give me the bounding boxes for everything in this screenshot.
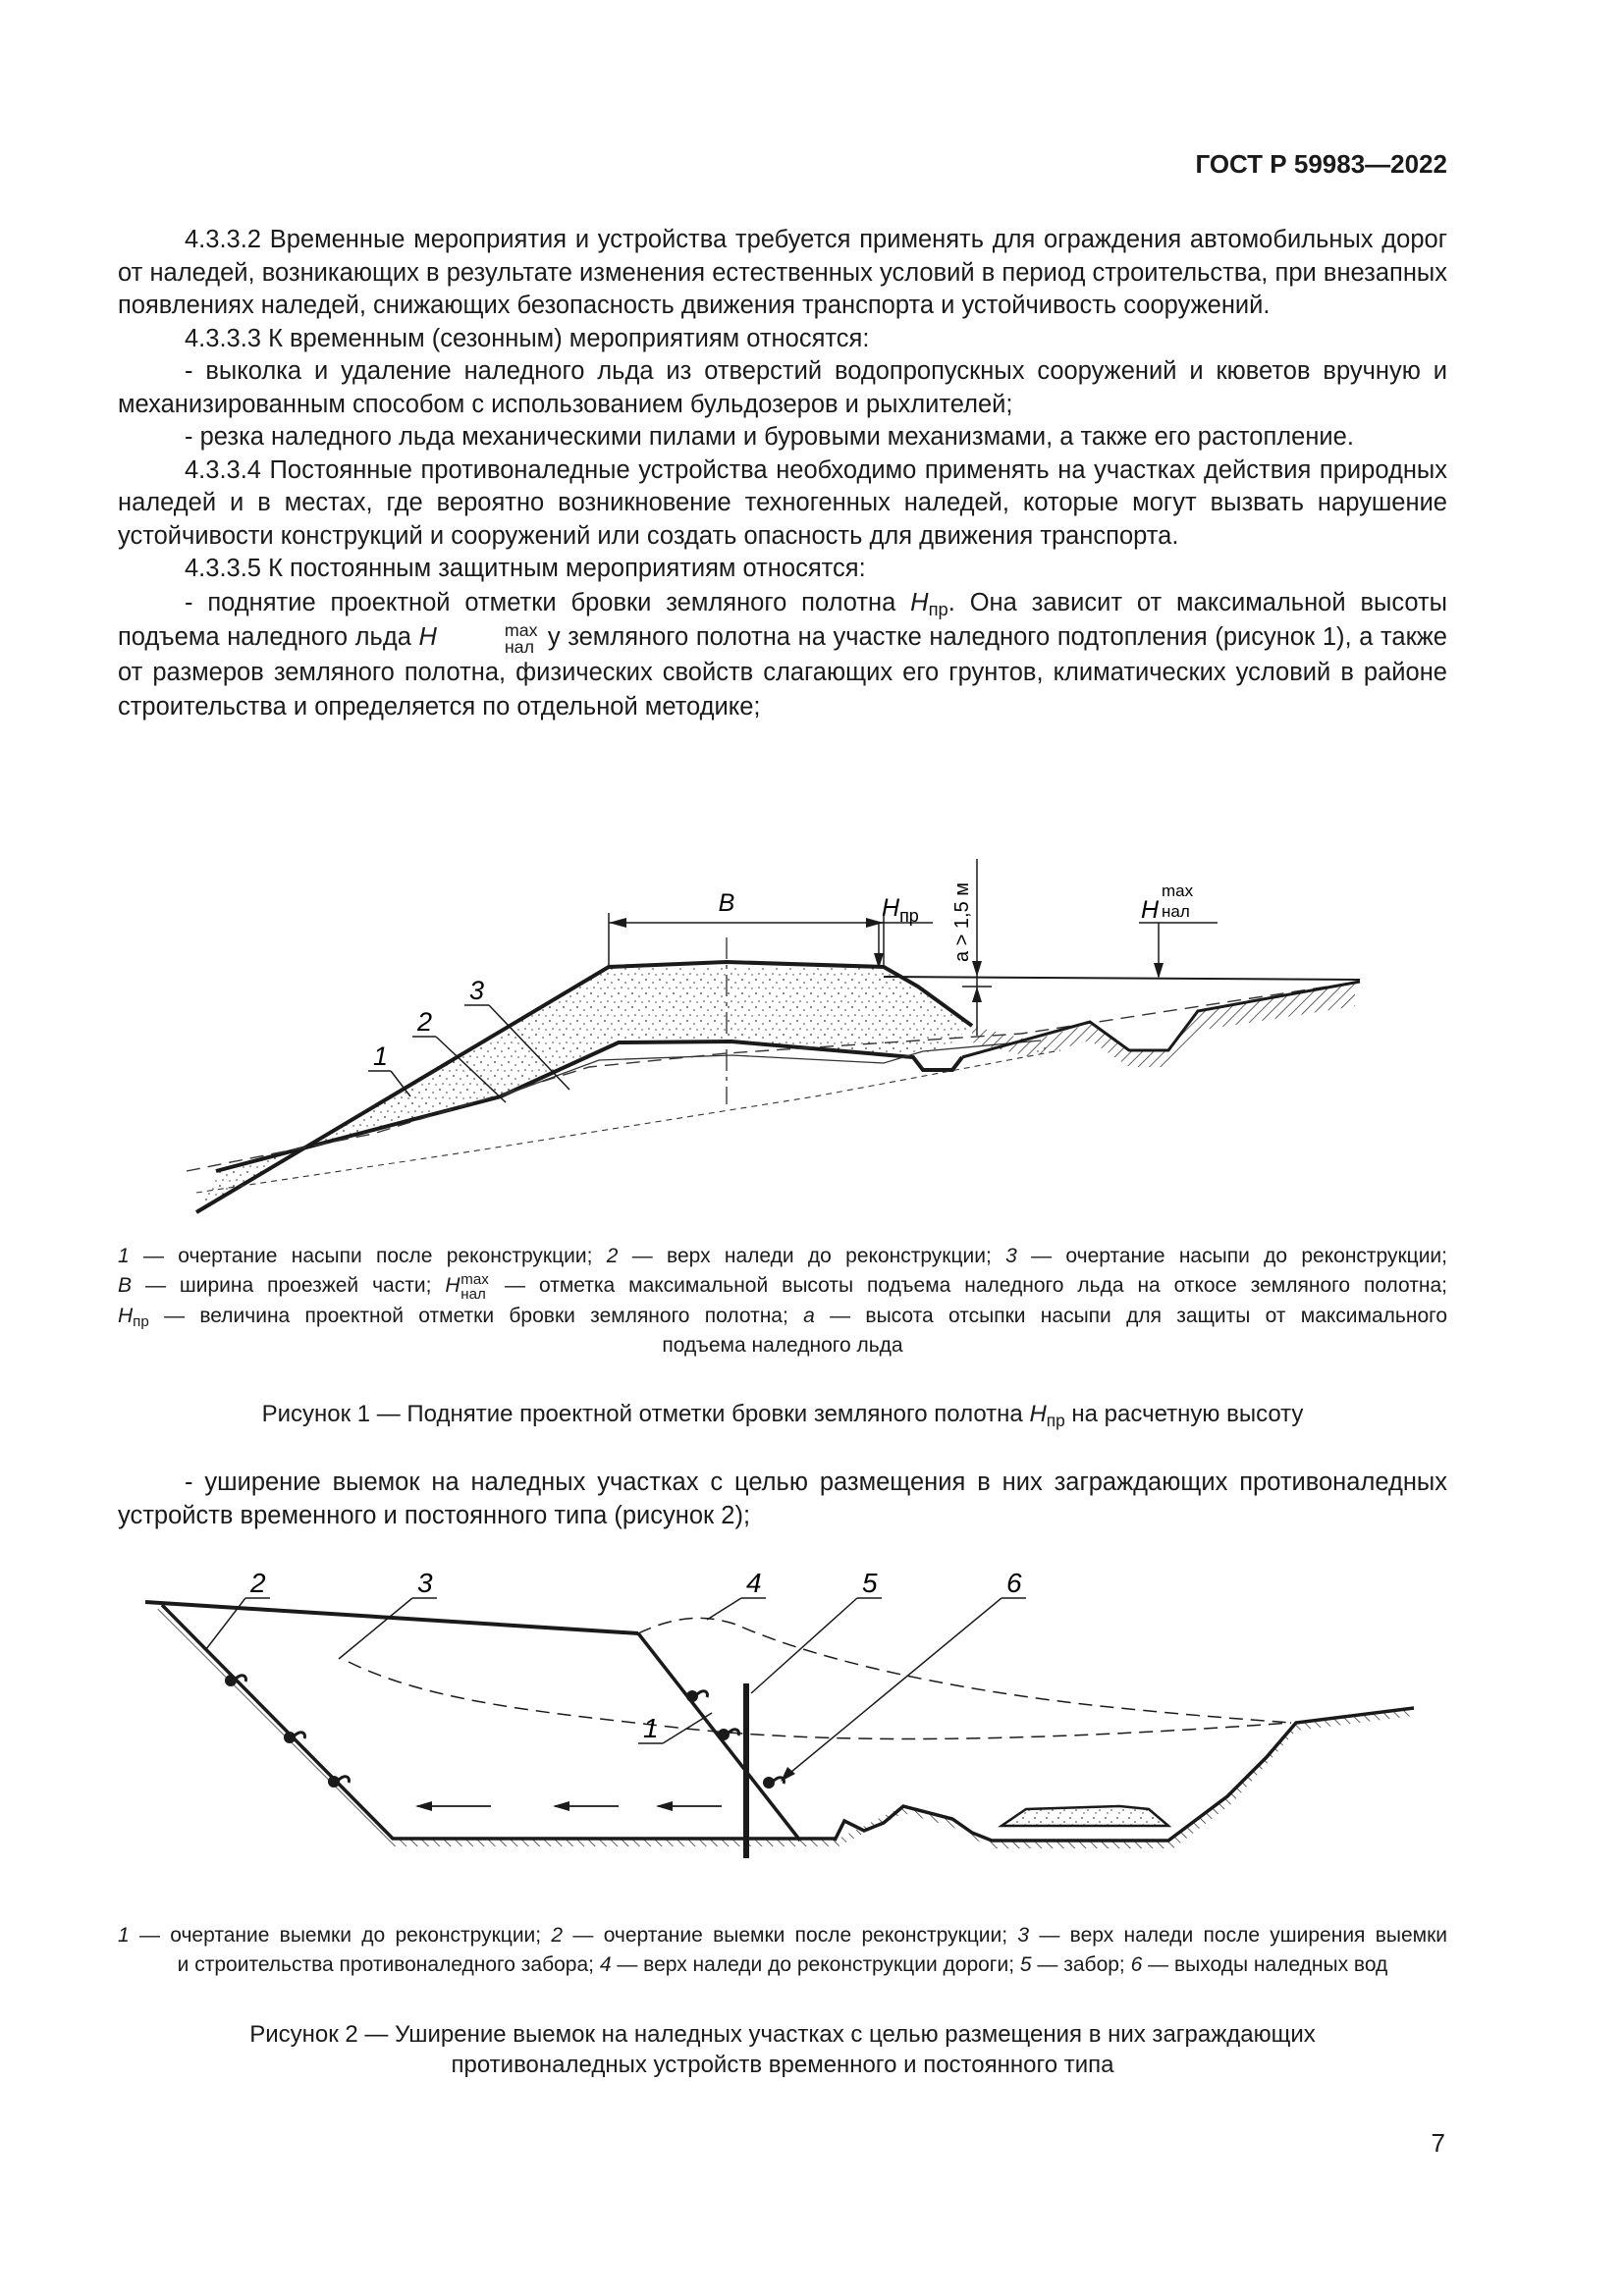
water-outlet-mid-2 [718,1729,739,1740]
symbol-h-pr: $H_{пр}$ [910,588,948,619]
figure-1-caption: Рисунок 1 — Поднятие проектной отметки бровки земляного полотна $H_{пр}$ на расчетную высоту [261,1401,1304,1430]
symbol-h-nal-max: H [418,622,437,651]
flow-arrow-3 [656,1801,722,1811]
callout-2: 2 [417,1007,433,1037]
callout-3-leader [339,1598,412,1659]
flow-arrow-1 [415,1801,491,1811]
label-b: B [718,889,735,917]
callout-3: 3 [469,976,485,1005]
legend-1-line-4: подъема наледного льда [662,1334,903,1358]
hnal-arrow [1154,963,1164,979]
figure-2-caption [118,2019,1447,2080]
body-text-section-1 [118,224,1447,724]
figure-1-diagram [177,839,1394,1227]
callout-4: 4 [746,1568,762,1598]
page-number: 7 [1431,2128,1445,2158]
embankment-after-fill [196,967,1051,1212]
callout-6-leader [785,1598,1001,1777]
callout-1-leader [663,1713,712,1743]
bullet-ice-cutting: - резка наледного льда механическими пилами и буровыми механизмами, а также его растопление. [185,423,1354,451]
figure-1-legend [118,1242,1447,1361]
body-text-section-2 [118,1467,1447,1532]
paragraph-4-3-3-2: 4.3.3.2 Временные мероприятия и устройства требуется применять для ограждения автомобильных дорог от наледей, возникающих в результате изменения естественных условий в период строительства, при внезапных появлениях наледей, снижающих безопасность движения транспорта и устойчивость сооружений. [118,226,1447,319]
ice-top-before-line [638,1618,1291,1723]
roadway-fill [1001,1806,1168,1826]
legend-1-line-2: B — ширина проезжей части; H max нал — отметка максимальной высоты подъема наледного льда на откосе земляного полотна; [118,1271,1447,1303]
figure-2-caption-line-1: Рисунок 2 — Уширение выемок на наледных участках с целью размещения в них заграждающих [249,2021,1316,2048]
callout-1: 1 [643,1713,659,1743]
dim-b-arrow-left [609,918,626,928]
callout-2: 2 [250,1568,266,1598]
callout-6-arrow [781,1767,795,1782]
document-header: ГОСТ Р 59983—2022 [1195,149,1447,179]
legend-2-line-1: 1 — очертание выемки до реконструкции; 2 — очертание выемки после реконструкции; 3 — верх наледи после уширения выемки [118,1924,1448,1947]
callout-3: 3 [417,1568,433,1598]
water-outlet-mid-1 [686,1690,708,1702]
cut-hatch-left [155,1605,835,1846]
label-a-dim: a > 1,5 м [951,881,973,962]
label-hnal-nal: нал [1162,902,1190,921]
paragraph-4-3-3-3: 4.3.3.3 К временным (сезонным) мероприятиям относятся: [185,324,870,352]
legend-2-line-2: и строительства противоналедного забора; 4 — верх наледи до реконструкции дороги; 5 — забор; 6 — выходы наледных вод [177,1953,1388,1976]
bullet-raise-grade: - поднятие проектной отметки бровки земляного полотна $H_{пр}$. Она зависит от максимальной высоты подъема наледного льда H max нал у земляного полотна на участке наледного подтопления (рисунок 1), а также от размеров земляного полотна, физических свойств слагающих его грунтов, климатических условий в районе строительства и определяется по отдельной методике; [118,588,1447,721]
ground-surface-left [145,1602,638,1633]
label-hnal-h: H [1141,896,1160,924]
label-hnal-max: max [1162,881,1194,900]
callout-6: 6 [1006,1568,1022,1598]
bullet-ice-removal: - выколка и удаление наледного льда из отверстий водопропускных сооружений и кюветов вручную и механизированным способом с использованием бульдозеров и рыхлителей; [118,357,1447,418]
label-hpr: $H_{пр}$ [882,894,919,926]
figure-2-caption-line-2: противоналедных устройств временного и постоянного типа [451,2052,1114,2078]
dim-a-arrow-top [972,961,982,977]
water-outlet-mid-3 [763,1777,785,1789]
cut-outline-after [162,1605,835,1839]
figure-2-legend [118,1921,1447,1980]
bullet-widen-cuts: - уширение выемок на наледных участках с целью размещения в них заграждающих противоналедных устройств временного и постоянного типа (рисунок 2); [118,1468,1447,1529]
callout-5: 5 [862,1568,878,1598]
legend-1-line-1: 1 — очертание насыпи после реконструкции; 2 — верх наледи до реконструкции; 3 — очертание насыпи до реконструкции; [118,1245,1447,1267]
callout-5-leader [751,1598,857,1693]
paragraph-4-3-3-4: 4.3.3.4 Постоянные противоналедные устройства необходимо применять на участках действия природных наледей и в местах, где вероятно возникновение техногенных наледей, которые могут вызвать нарушение устойчивости конструкций и сооружений или создать опасность для движения транспорта. [118,455,1447,550]
cut-hatch-right [835,1708,1414,1848]
legend-1-line-3: $H_{пр}$ — величина проектной отметки бровки земляного полотна; a — высота отсыпки насыпи для защиты от максимального [118,1305,1447,1331]
callout-4-leader [707,1598,741,1620]
dim-a-arrow-bottom [972,987,982,1002]
paragraph-4-3-3-5: 4.3.3.5 К постоянным защитным мероприятиям относятся: [185,555,866,582]
flow-arrow-2 [553,1801,619,1811]
callout-1: 1 [373,1041,389,1071]
figure-2-diagram [137,1556,1443,1904]
ice-top-after-line [349,1662,1291,1738]
design-grade-line [884,977,1360,980]
